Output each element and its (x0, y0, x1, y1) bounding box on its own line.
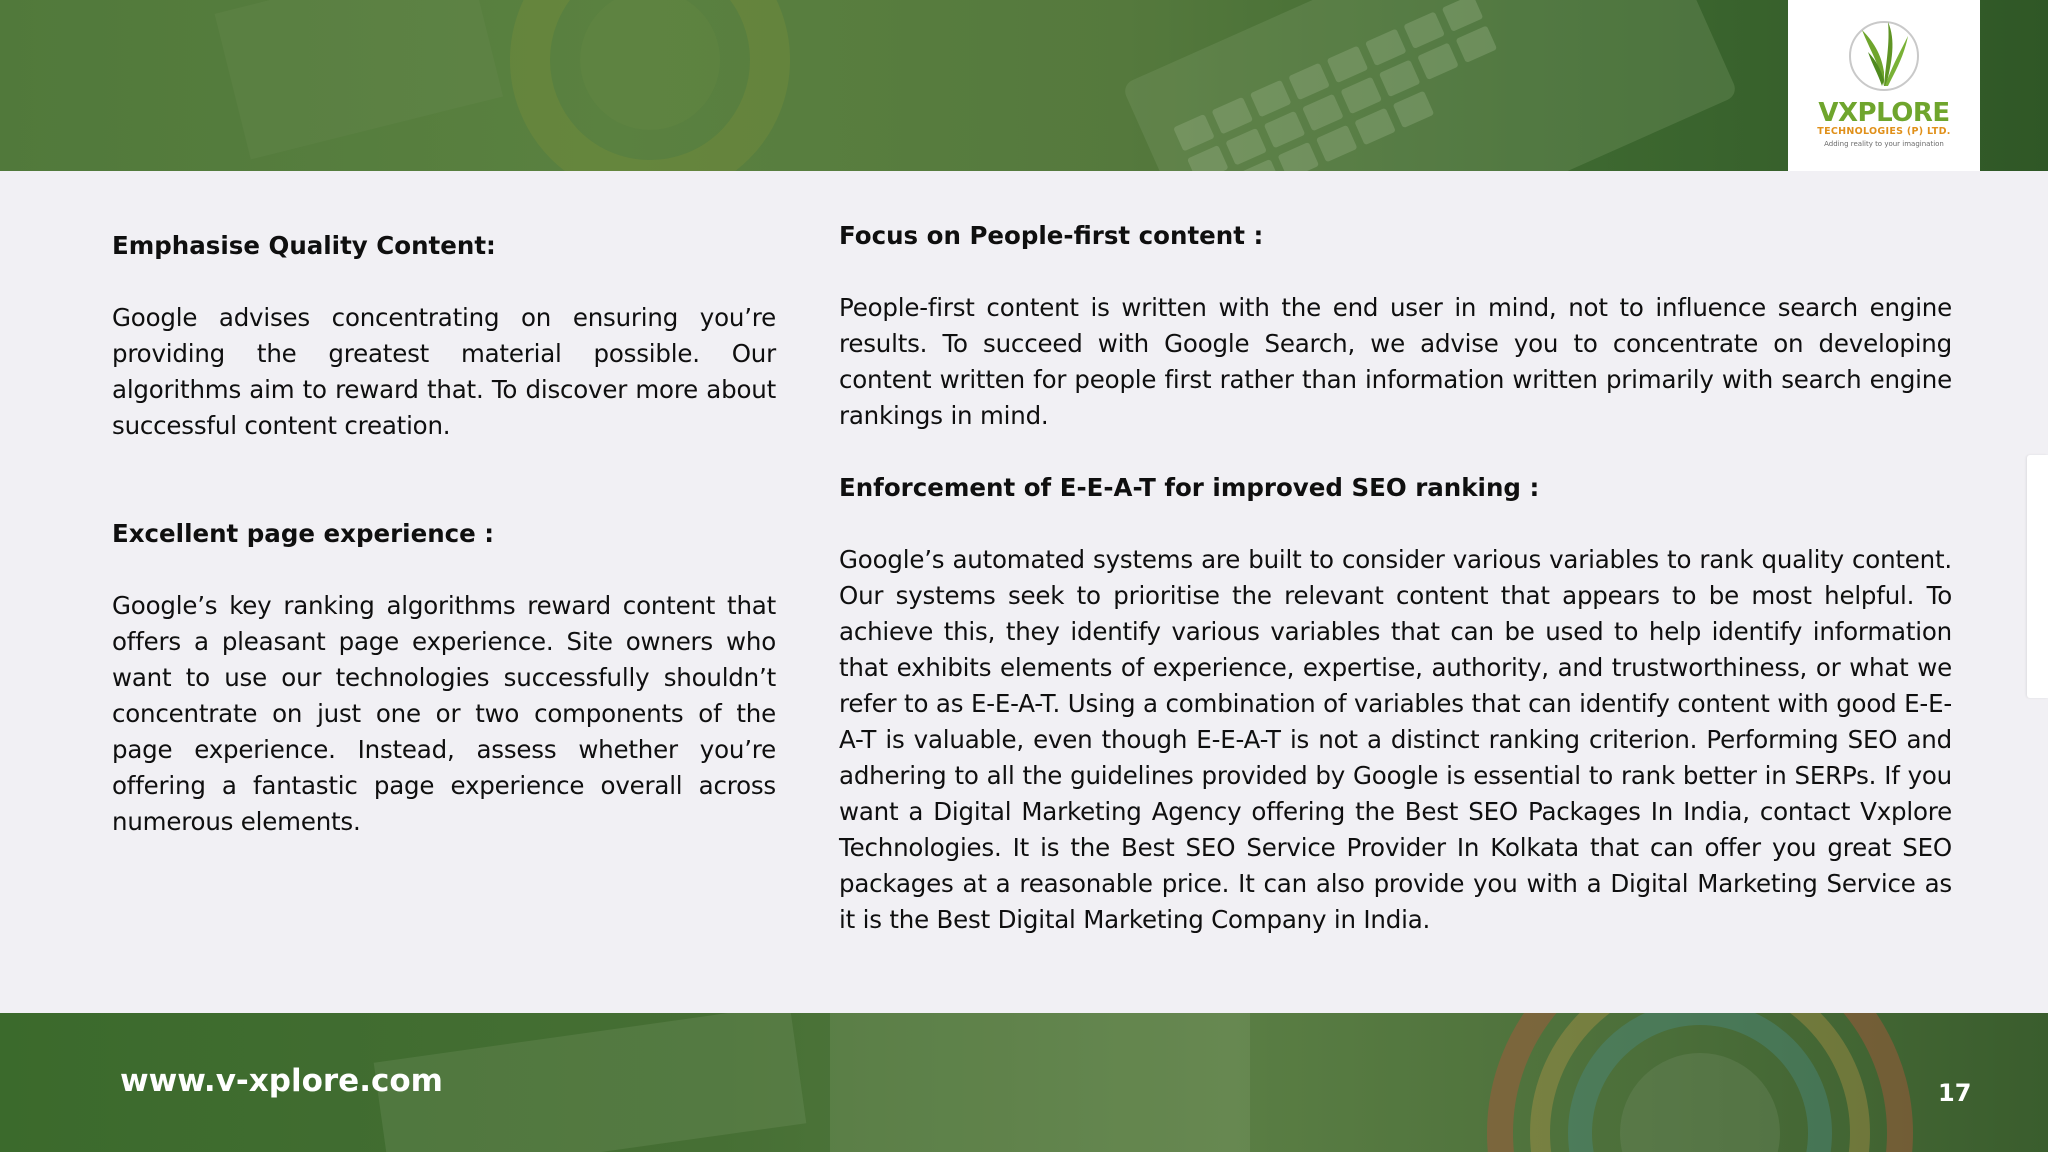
grass-logo-icon (1788, 0, 1980, 100)
logo-name: VXPLORE (1818, 98, 1950, 128)
section-body: Google advises concentrating on ensuring you’re providing the greatest material possible. Our algorithms aim to reward that. To discover more about successful content creation. (112, 303, 776, 440)
logo-tagline: Adding reality to your imagination (1824, 140, 1944, 148)
left-column (112, 228, 776, 840)
section-body: Google’s key ranking algorithms reward content that offers a pleasant page experience. Site owners who want to use our technologies successfully shouldn’t concentrate on just one or two components of the page experience. Instead, assess whether you’re offering a fantastic page experience overall across numerous elements. (112, 591, 776, 836)
section-body: People-first content is written with the end user in mind, not to influence search engine results. To succeed with Google Search, we advise you to concentrate on developing content written for people first rather than information written primarily with search engine rankings in mind. (839, 293, 1952, 430)
section-heading: Excellent page experience : (112, 519, 495, 548)
section-heading: Focus on People-first content : (839, 221, 1264, 250)
website-link[interactable]: www.v-xplore.com (120, 1063, 443, 1099)
right-column (839, 218, 1952, 938)
section-heading: Emphasise Quality Content: (112, 231, 496, 260)
company-logo (1788, 0, 1980, 171)
side-scroll-tab[interactable] (2027, 455, 2048, 698)
header-background-photo (0, 0, 2048, 171)
logo-subtitle: TECHNOLOGIES (P) LTD. (1817, 126, 1951, 137)
header-banner (0, 0, 2048, 171)
section-heading: Enforcement of E-E-A-T for improved SEO ranking : (839, 473, 1540, 502)
page-number: 17 (1938, 1079, 1972, 1107)
section-body: Google’s automated systems are built to consider various variables to rank quality content. Our systems seek to prioritise the relevant content that appears to be most helpful. To achieve this, they identify various variables that can be used to help identify information that exhibits elements of experience, expertise, authority, and trustworthiness, or what we refer to as E-E-A-T. Using a combination of variables that can identify content with good E-E-A-T is valuable, even though E-E-A-T is not a distinct ranking criterion. Performing SEO and adhering to all the guidelines provided by Google is essential to rank better in SERPs. If you want a Digital Marketing Agency offering the Best SEO Packages In India, contact Vxplore Technologies. It is the Best SEO Service Provider In Kolkata that can offer you great SEO packages at a reasonable price. It can also provide you with a Digital Marketing Service as it is the Best Digital Marketing Company in India. (839, 545, 1952, 934)
footer-banner (0, 1013, 2048, 1152)
